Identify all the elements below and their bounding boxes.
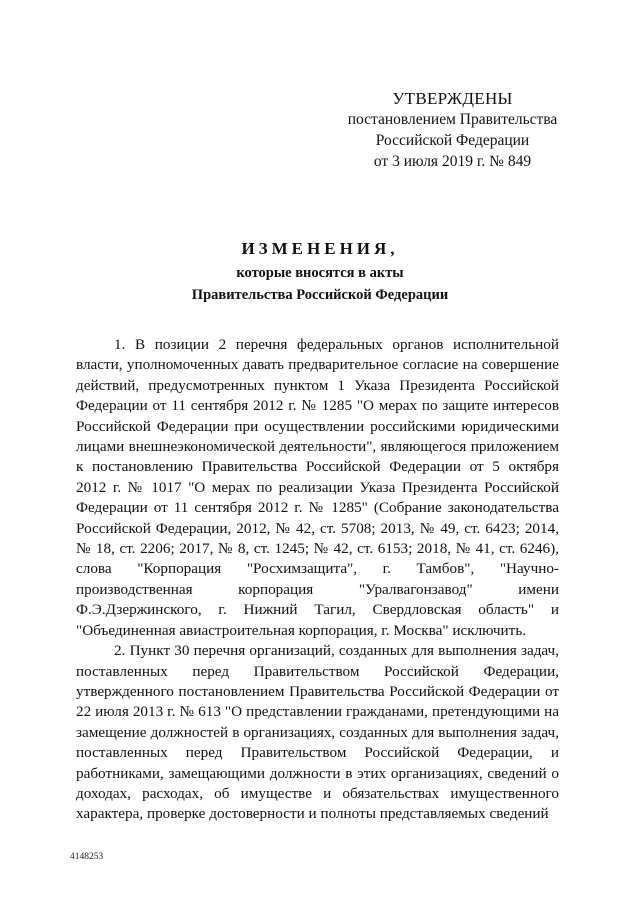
document-subtitle-2: Правительства Российской Федерации [191,287,449,303]
approval-line-decree: постановлением Правительства [347,111,558,128]
approval-line-date: от 3 июля 2019 г. № 849 [373,153,532,170]
paragraph-2: 2. Пункт 30 перечня организаций, созданных для выполнения задач, поставленных перед Правительством Российской Федерации, утвержденного постановлением Правительства Российской Федерации от 22 июля 2013 г. № 613 "О представлении гражданами, претендующими на замещение должностей в организациях, созданных для выполнения задач, поставленных перед Правительством Российской Федерации, и работниками, замещающими должности в этих организациях, сведений о доходах, расходах, об имуществе и обязательствах имущественного характера, проверке достоверности и полноты представляемых сведений [76,642,559,823]
document-body [76,335,559,825]
document-heading [60,236,580,306]
document-subtitle-1: которые вносятся в акты [236,265,404,281]
approval-block [320,88,585,172]
document-code: 4148253 [70,852,104,862]
paragraph-1: 1. В позиции 2 перечня федеральных органов исполнительной власти, уполномоченных давать предварительное согласие на совершение действий, предусмотренных пунктом 1 Указа Президента Российской Федерации от 11 сентября 2012 г. № 1285 "О мерах по защите интересов Российской Федерации при осуществлении российскими юридическими лицами внешнеэкономической деятельности", являющегося приложением к постановлению Правительства Российской Федерации от 5 октября 2012 г. № 1017 "О мерах по реализации Указа Президента Российской Федерации от 11 сентября 2012 г. № 1285" (Собрание законодательства Российской Федерации, 2012, № 42, ст. 5708; 2013, № 49, ст. 6423; 2014, № 18, ст. 2206; 2017, № 8, ст. 1245; № 42, ст. 6153; 2018, № 41, ст. 6246), слова "Корпорация "Росхимзащита", г. Тамбов", "Научно-производственная корпорация "Уралвагонзавод" имени Ф.Э.Дзержинского, г. Нижний Тагил, Свердловская область" и "Объединенная авиастроительная корпорация, г. Москва" исключить. [76,336,559,639]
document-title: ИЗМЕНЕНИЯ, [241,239,399,258]
approval-line-country: Российской Федерации [375,132,530,149]
approval-title: УТВЕРЖДЕНЫ [392,89,513,108]
